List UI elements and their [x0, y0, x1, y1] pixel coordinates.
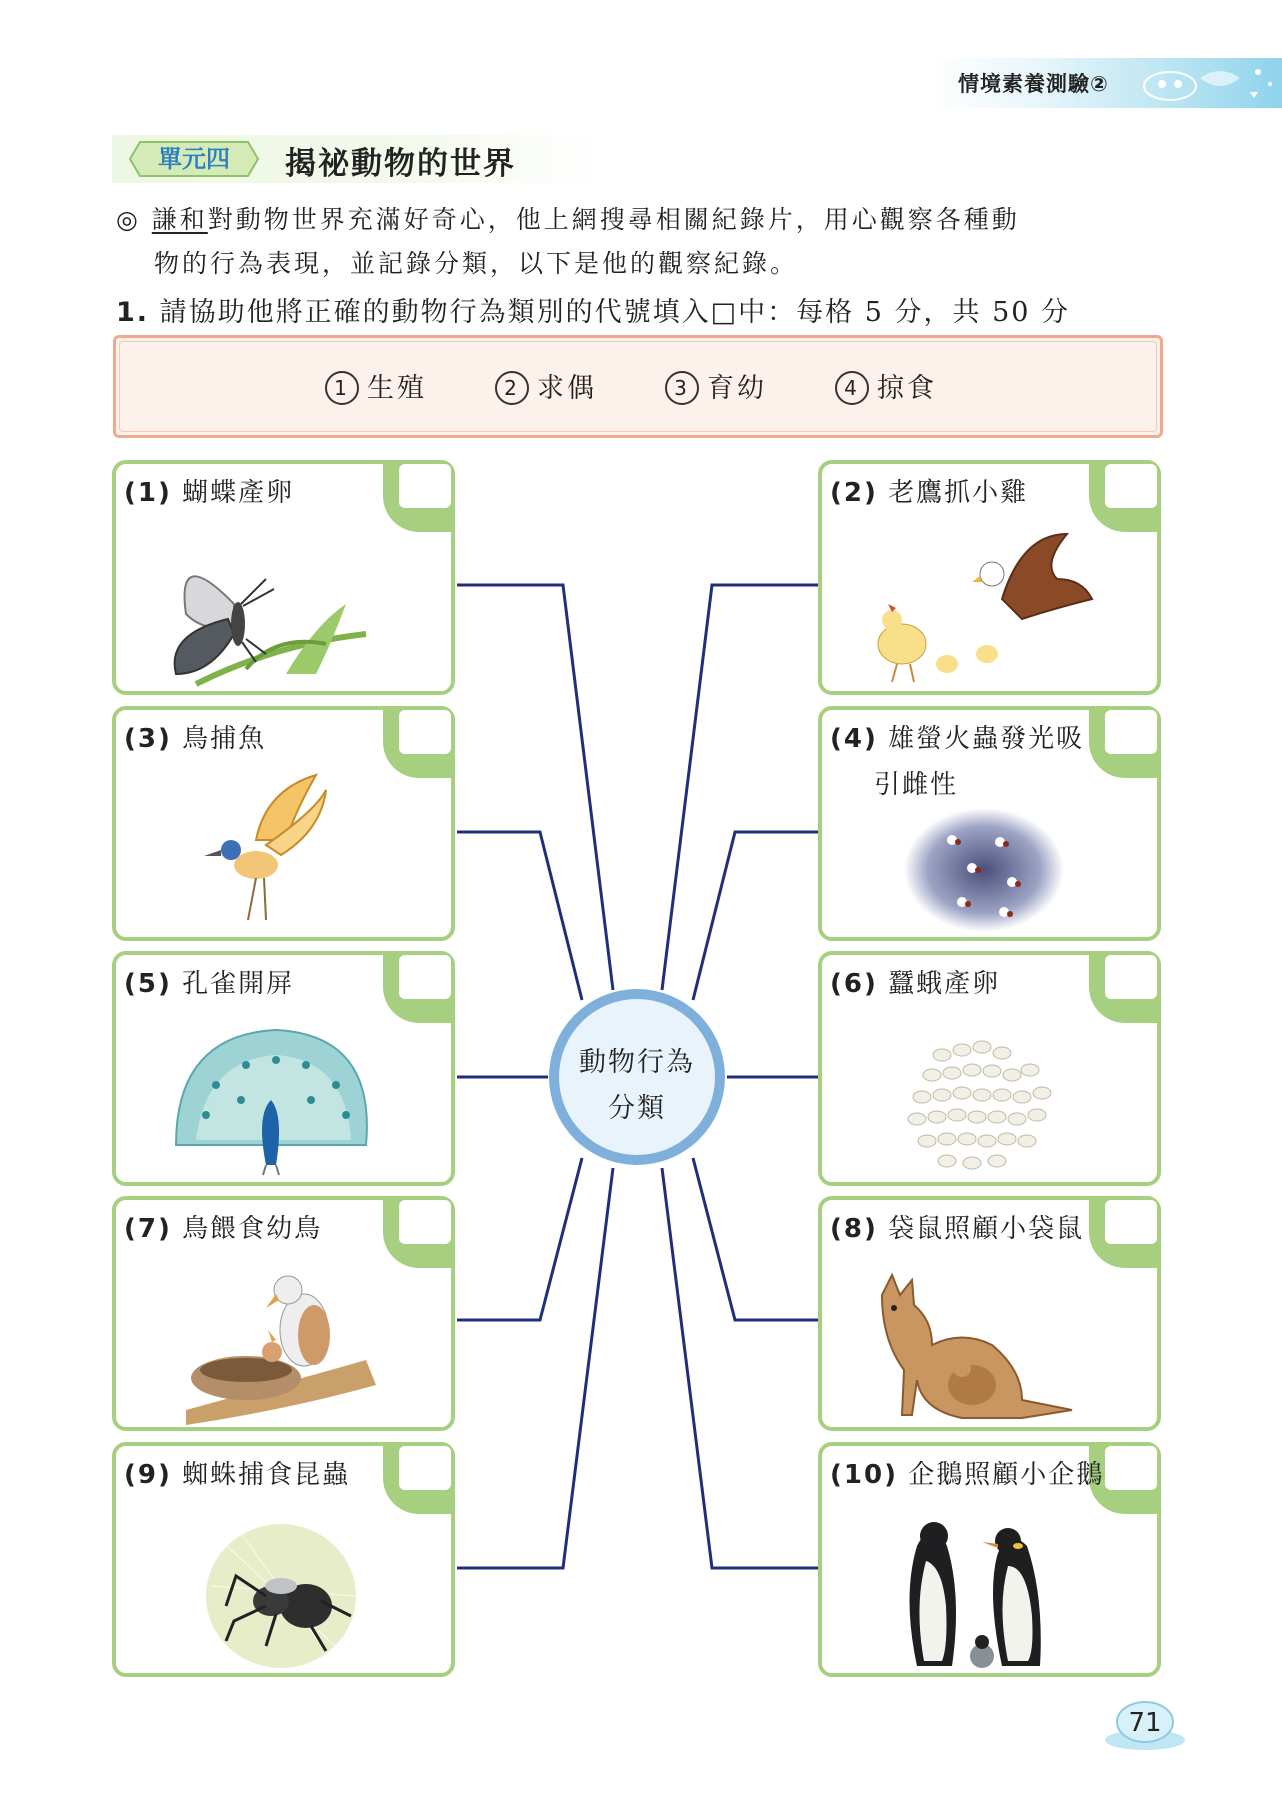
- connector-3: [457, 832, 582, 1000]
- card-title: (7) 鳥餵食幼鳥: [124, 1214, 323, 1244]
- unit-tag: 單元四: [158, 145, 230, 173]
- card-item-3: [112, 706, 455, 941]
- card-title: (10) 企鵝照顧小企鵝: [830, 1460, 1105, 1490]
- answer-tab: [383, 1196, 455, 1268]
- connector-8: [693, 1158, 818, 1320]
- option-4-label: 掠食: [877, 373, 937, 404]
- question-number: 1.: [116, 297, 150, 328]
- answer-box-4[interactable]: [1105, 710, 1157, 754]
- answer-tab: [383, 706, 455, 778]
- connector-2: [662, 585, 818, 990]
- bird-catching-fish-icon: [116, 770, 451, 935]
- spider-catching-insect-icon: [116, 1506, 451, 1671]
- card-title-line-2: 引雌性: [874, 770, 959, 800]
- card-item-6: [818, 951, 1161, 1186]
- answer-tab: [383, 951, 455, 1023]
- card-title: (6) 蠶蛾產卵: [830, 969, 1001, 999]
- intro-line-1-text: 對動物世界充滿好奇心，他上網搜尋相關紀錄片，用心觀察各種動: [207, 205, 1020, 234]
- connector-1: [457, 585, 613, 990]
- kangaroo-with-joey-icon: [822, 1260, 1157, 1425]
- card-title: (4) 雄螢火蟲發光吸: [830, 724, 1085, 754]
- answer-box-2[interactable]: [1105, 464, 1157, 508]
- answer-box-10[interactable]: [1105, 1446, 1157, 1490]
- peacock-display-icon: [116, 1015, 451, 1180]
- card-item-2: [818, 460, 1161, 695]
- connector-4: [693, 832, 818, 1000]
- student-name: 謙和: [151, 205, 208, 234]
- card-title: (9) 蜘蛛捕食昆蟲: [124, 1460, 351, 1490]
- answer-tab: [383, 460, 455, 532]
- card-title: (8) 袋鼠照顧小袋鼠: [830, 1214, 1085, 1244]
- option-1-mark: 1: [325, 371, 359, 405]
- option-2-mark: 2: [495, 371, 529, 405]
- card-item-1: [112, 460, 455, 695]
- option-4-mark: 4: [835, 371, 869, 405]
- butterfly-laying-eggs-icon: [116, 524, 451, 689]
- card-item-4: [818, 706, 1161, 941]
- answer-tab: [1089, 951, 1161, 1023]
- card-item-9: [112, 1442, 455, 1677]
- unit-title: 揭祕動物的世界: [285, 146, 516, 182]
- question-text: 請協助他將正確的動物行為類別的代號填入□中：每格 5 分，共 50 分: [159, 297, 1071, 328]
- intro-symbol: ◎: [116, 205, 141, 234]
- page-number: 71: [1128, 1708, 1162, 1738]
- answer-box-3[interactable]: [399, 710, 451, 754]
- card-item-7: [112, 1196, 455, 1431]
- silkworm-moth-eggs-icon: [822, 1015, 1157, 1180]
- option-3-label: 育幼: [707, 373, 767, 404]
- answer-tab: [1089, 460, 1161, 532]
- connector-9: [457, 1168, 613, 1568]
- card-item-8: [818, 1196, 1161, 1431]
- penguins-with-chick-icon: [822, 1506, 1157, 1671]
- option-3-mark: 3: [665, 371, 699, 405]
- answer-box-8[interactable]: [1105, 1200, 1157, 1244]
- answer-box-9[interactable]: [399, 1446, 451, 1490]
- card-item-10: [818, 1442, 1161, 1677]
- card-title: (2) 老鷹抓小雞: [830, 478, 1029, 508]
- header-label: 情境素養測驗②: [958, 72, 1109, 96]
- intro-line-2: 物的行為表現，並記錄分類，以下是他的觀察紀錄。: [154, 249, 799, 278]
- card-title: (3) 鳥捕魚: [124, 724, 267, 754]
- fireflies-glowing-icon: [822, 770, 1157, 935]
- answer-tab: [1089, 1196, 1161, 1268]
- answer-tab: [1089, 706, 1161, 778]
- bird-feeding-chick-icon: [116, 1260, 451, 1425]
- card-title: (1) 蝴蝶產卵: [124, 478, 295, 508]
- card-title: (5) 孔雀開屏: [124, 969, 295, 999]
- connector-7: [457, 1158, 582, 1320]
- answer-box-6[interactable]: [1105, 955, 1157, 999]
- option-1-label: 生殖: [367, 373, 427, 404]
- answer-box-1[interactable]: [399, 464, 451, 508]
- option-2-label: 求偶: [537, 373, 597, 404]
- center-label-line-1: 動物行為: [579, 1047, 695, 1078]
- answer-box-7[interactable]: [399, 1200, 451, 1244]
- answer-box-5[interactable]: [399, 955, 451, 999]
- eagle-catching-chick-icon: [822, 524, 1157, 689]
- connector-10: [662, 1168, 818, 1568]
- center-label-line-2: 分類: [608, 1093, 666, 1124]
- card-item-5: [112, 951, 455, 1186]
- answer-tab: [383, 1442, 455, 1514]
